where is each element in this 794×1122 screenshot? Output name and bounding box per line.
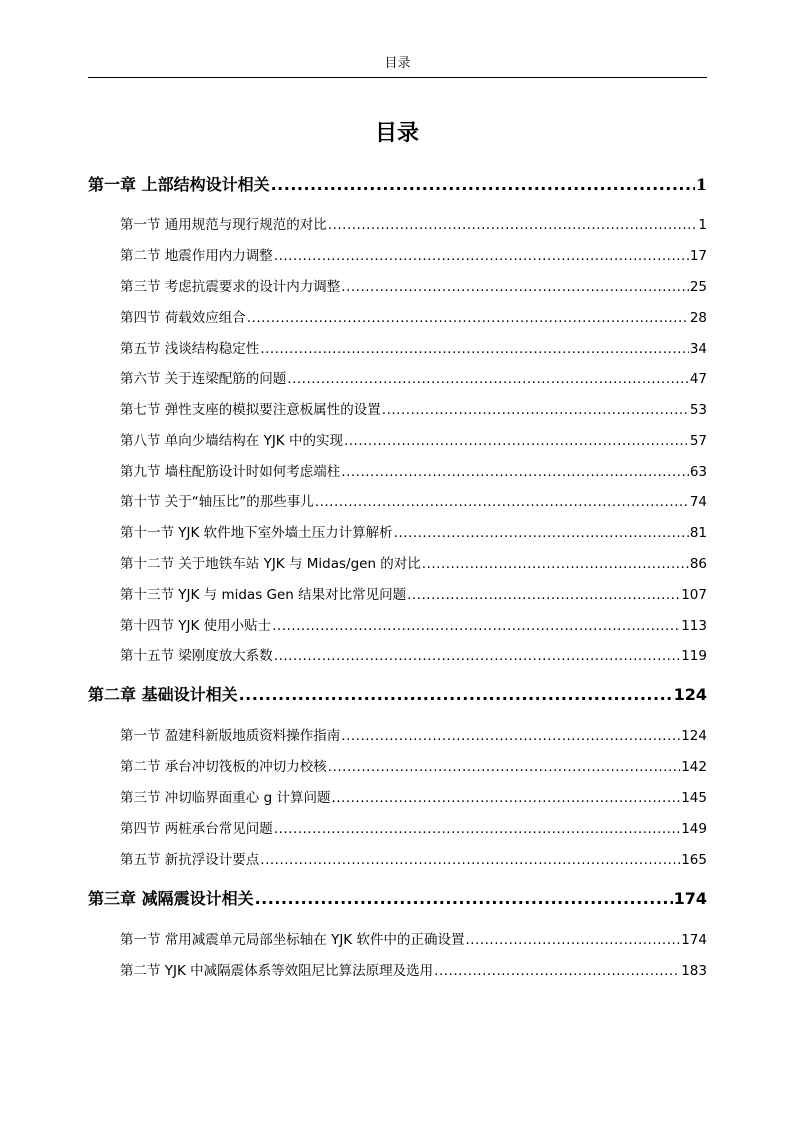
toc-section[interactable] <box>120 585 707 605</box>
section-label: 第二节 YJK 中减隔震体系等效阻尼比算法原理及选用 <box>120 963 434 979</box>
chapter-page-number: 1 <box>695 175 707 194</box>
section-label: 第一节 盈建科新版地质资料操作指南 <box>120 728 341 744</box>
section-page-number: 113 <box>681 618 707 634</box>
toc-section[interactable] <box>120 757 707 777</box>
dot-leader <box>382 400 689 420</box>
section-page-number: 183 <box>681 963 707 979</box>
section-label: 第十二节 关于地铁车站 YJK 与 Midas/gen 的对比 <box>120 556 421 572</box>
section-label: 第五节 浅谈结构稳定性 <box>120 341 260 357</box>
dot-leader <box>274 646 680 666</box>
section-page-number: 17 <box>689 248 707 264</box>
dot-leader <box>274 246 689 266</box>
section-page-number: 107 <box>681 587 707 603</box>
toc-chapter-1[interactable] <box>88 174 707 196</box>
section-page-number: 86 <box>689 556 707 572</box>
section-page-number: 34 <box>689 341 707 357</box>
toc-section[interactable] <box>120 523 707 543</box>
toc-section[interactable] <box>120 961 707 981</box>
section-label: 第四节 荷载效应组合 <box>120 310 246 326</box>
toc-section[interactable] <box>120 277 707 297</box>
toc-section[interactable] <box>120 492 707 512</box>
section-label: 第四节 两桩承台常见问题 <box>120 821 273 837</box>
toc-section[interactable] <box>120 788 707 808</box>
toc-chapter-3[interactable] <box>88 888 707 910</box>
section-page-number: 149 <box>681 821 707 837</box>
dot-leader <box>274 819 680 839</box>
dot-leader <box>344 431 689 451</box>
toc-section[interactable] <box>120 308 707 328</box>
dot-leader <box>239 684 673 706</box>
section-page-number: 57 <box>689 433 707 449</box>
toc-section[interactable] <box>120 400 707 420</box>
section-page-number: 28 <box>689 310 707 326</box>
section-page-number: 81 <box>689 525 707 541</box>
toc-section[interactable] <box>120 930 707 950</box>
section-label: 第五节 新抗浮设计要点 <box>120 852 260 868</box>
dot-leader <box>341 726 680 746</box>
section-label: 第三节 考虑抗震要求的设计内力调整 <box>120 279 341 295</box>
toc-title: 目录 <box>374 121 419 146</box>
section-page-number: 145 <box>681 790 707 806</box>
dot-leader <box>394 523 689 543</box>
section-page-number: 124 <box>681 728 707 744</box>
chapter-page-number: 174 <box>673 889 707 908</box>
toc-section[interactable] <box>120 431 707 451</box>
section-label: 第九节 墙柱配筋设计时如何考虑端柱 <box>120 464 341 480</box>
dot-leader <box>341 277 689 297</box>
section-label: 第二节 承台冲切筏板的冲切力校核 <box>120 759 327 775</box>
toc-section[interactable] <box>120 246 707 266</box>
section-label: 第八节 单向少墙结构在 YJK 中的实现 <box>120 433 343 449</box>
dot-leader <box>465 930 680 950</box>
section-page-number: 165 <box>681 852 707 868</box>
toc-section[interactable] <box>120 616 707 636</box>
section-page-number: 1 <box>698 217 707 233</box>
section-page-number: 74 <box>689 494 707 510</box>
section-page-number: 142 <box>681 759 707 775</box>
section-label: 第六节 关于连梁配筋的问题 <box>120 371 287 387</box>
dot-leader <box>260 850 680 870</box>
section-label: 第十五节 梁刚度放大系数 <box>120 648 273 664</box>
dot-leader <box>341 462 689 482</box>
toc-section[interactable] <box>120 726 707 746</box>
section-label: 第十三节 YJK 与 midas Gen 结果对比常见问题 <box>120 587 407 603</box>
toc-section[interactable] <box>120 369 707 389</box>
toc-section[interactable] <box>120 819 707 839</box>
dot-leader <box>328 215 698 235</box>
section-label: 第一节 常用减震单元局部坐标轴在 YJK 软件中的正确设置 <box>120 932 465 948</box>
section-page-number: 25 <box>689 279 707 295</box>
section-label: 第十一节 YJK 软件地下室外墙土压力计算解析 <box>120 525 393 541</box>
dot-leader <box>407 585 680 605</box>
dot-leader <box>434 961 680 981</box>
dot-leader <box>287 369 689 389</box>
section-page-number: 174 <box>681 932 707 948</box>
toc-section[interactable] <box>120 462 707 482</box>
chapter-label: 第三章 减隔震设计相关 <box>88 889 254 908</box>
section-label: 第二节 地震作用内力调整 <box>120 248 273 264</box>
chapter-label: 第二章 基础设计相关 <box>88 685 238 704</box>
toc-section[interactable] <box>120 339 707 359</box>
dot-leader <box>331 788 680 808</box>
dot-leader <box>422 554 689 574</box>
toc-section[interactable] <box>120 215 707 235</box>
section-label: 第十节 关于“轴压比”的那些事儿 <box>120 494 314 510</box>
chapter-label: 第一章 上部结构设计相关 <box>88 175 270 194</box>
dot-leader <box>272 616 680 636</box>
section-page-number: 63 <box>689 464 707 480</box>
toc-section[interactable] <box>120 646 707 666</box>
dot-leader <box>271 174 695 196</box>
dot-leader <box>260 339 689 359</box>
dot-leader <box>247 308 689 328</box>
section-page-number: 53 <box>689 402 707 418</box>
section-label: 第七节 弹性支座的模拟要注意板属性的设置 <box>120 402 381 418</box>
toc-section[interactable] <box>120 850 707 870</box>
header-rule <box>88 77 707 78</box>
dot-leader <box>328 757 680 777</box>
section-label: 第一节 通用规范与现行规范的对比 <box>120 217 327 233</box>
toc-section[interactable] <box>120 554 707 574</box>
dot-leader <box>255 888 673 910</box>
section-label: 第十四节 YJK 使用小贴士 <box>120 618 272 634</box>
section-page-number: 119 <box>681 648 707 664</box>
section-page-number: 47 <box>689 371 707 387</box>
dot-leader <box>315 492 689 512</box>
chapter-page-number: 124 <box>673 685 707 704</box>
section-label: 第三节 冲切临界面重心 g 计算问题 <box>120 790 331 806</box>
toc-chapter-2[interactable] <box>88 684 707 706</box>
running-header: 目录 <box>384 56 411 71</box>
